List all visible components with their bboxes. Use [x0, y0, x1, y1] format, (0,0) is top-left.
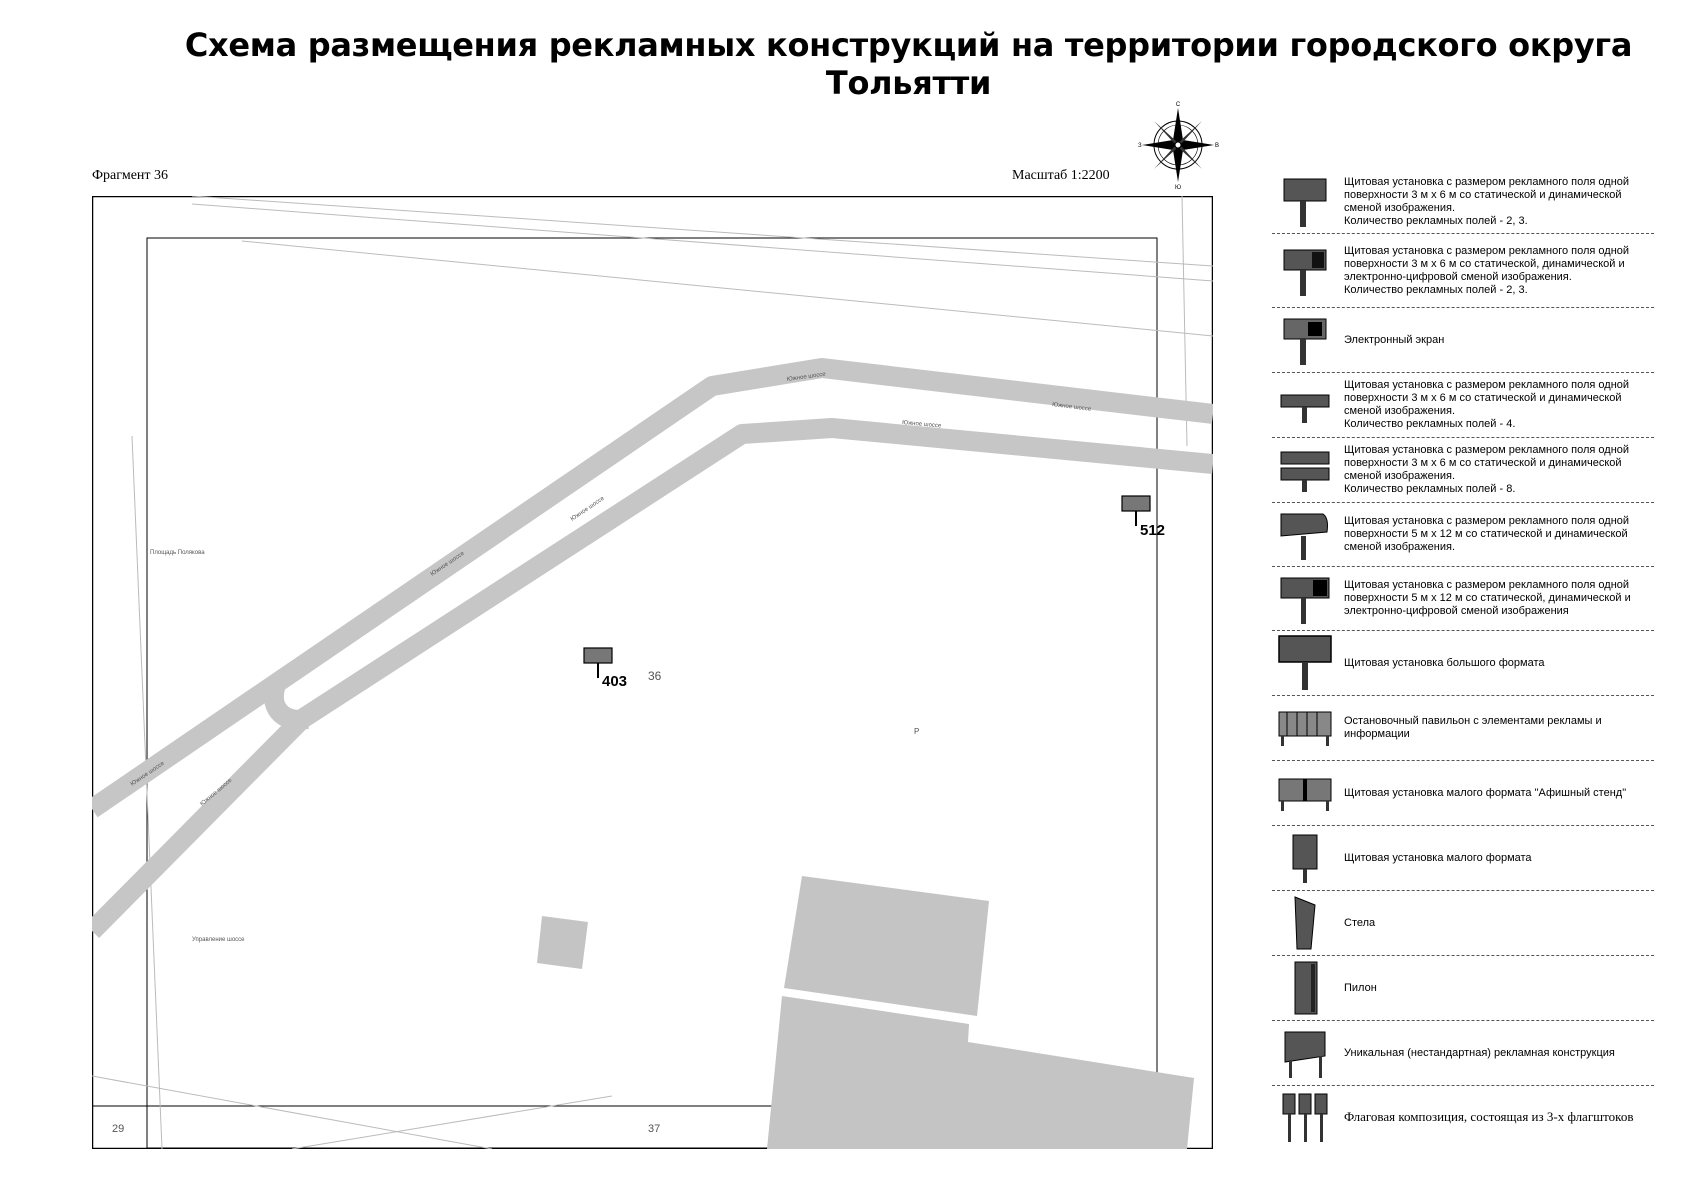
- road-label: Южное шоссе: [1051, 402, 1092, 413]
- legend-text: Электронный экран: [1344, 333, 1445, 346]
- legend-text: Щитовая установка с размером рекламного поля одной поверхности 3 м х 6 м со статической, динамической и электронно-цифровой сменой изображения. Количество рекламных полей - 2, 3.: [1344, 244, 1630, 296]
- legend-item: [1272, 234, 1654, 308]
- flag-composition-icon: [1279, 1090, 1331, 1144]
- legend-text: Щитовая установка с размером рекламного поля одной поверхности 3 м х 6 м со статической и динамической сменой изображения. Количество рекламных полей - 8.: [1344, 444, 1630, 495]
- billboard-3x6-digital-icon: [1282, 244, 1328, 298]
- fragment-label: Фрагмент 36: [92, 168, 169, 183]
- legend-text: Щитовая установка с размером рекламного поля одной поверхности 5 м х 12 м со статической и динамической сменой изображения.: [1344, 515, 1630, 553]
- legend-text: Щитовая установка с размером рекламного поля одной поверхности 3 м х 6 м со статической и динамической сменой изображения. Количество рекламных полей - 2, 3.: [1344, 175, 1630, 227]
- compass-rose-icon: [1136, 100, 1220, 190]
- legend-text: Щитовая установка малого формата: [1344, 851, 1532, 864]
- billboard-3x6-eight-icon: [1279, 446, 1331, 494]
- legend-item: [1272, 891, 1654, 956]
- compass-west: З: [1138, 143, 1142, 149]
- bus-stop-pavilion-icon: [1277, 708, 1333, 748]
- road-label: Южное шоссе: [129, 760, 166, 788]
- place-label-square: Площадь Полякова: [150, 550, 205, 556]
- legend-text: Остановочный павильон с элементами рекламы и информации: [1344, 715, 1602, 740]
- road-label: Южное шоссе: [569, 495, 606, 523]
- legend-item: [1272, 503, 1654, 567]
- legend: [1272, 170, 1654, 1148]
- legend-item: [1272, 170, 1654, 234]
- marker-number: 403: [602, 673, 628, 690]
- billboard-5x12-icon: [1279, 508, 1331, 562]
- road-label: Южное шоссе: [901, 420, 942, 430]
- road-label: Южное шоссе: [199, 777, 234, 808]
- legend-text: Флаговая композиция, состоящая из 3-х флагштоков: [1344, 1109, 1634, 1124]
- stele-icon: [1285, 895, 1325, 951]
- compass-south: Ю: [1174, 185, 1182, 190]
- legend-text: Стела: [1344, 916, 1376, 929]
- billboard-3x6-icon: [1122, 496, 1150, 511]
- grid-label-29: 29: [112, 1123, 125, 1135]
- legend-item: [1272, 956, 1654, 1021]
- legend-item: [1272, 631, 1654, 696]
- billboard-3x6-icon: [1282, 175, 1328, 229]
- legend-item: [1272, 438, 1654, 503]
- road-label: Южное шоссе: [429, 550, 466, 578]
- electronic-screen-icon: [1282, 313, 1328, 367]
- legend-item: [1272, 308, 1654, 373]
- place-label-stop: Управление шоссе: [192, 937, 245, 943]
- legend-item: [1272, 761, 1654, 826]
- unique-construction-icon: [1281, 1026, 1329, 1080]
- compass-east: В: [1215, 143, 1220, 149]
- pylon-icon: [1285, 960, 1325, 1016]
- legend-item: [1272, 696, 1654, 761]
- scale-label: Масштаб 1:2200: [1012, 168, 1110, 183]
- billboard-3x6-four-icon: [1279, 385, 1331, 425]
- building: [537, 916, 588, 969]
- marker-number: 512: [1140, 522, 1166, 539]
- compass-north: С: [1175, 102, 1181, 108]
- legend-text: Щитовая установка малого формата "Афишный стенд": [1344, 786, 1627, 799]
- map-fragment: [92, 196, 1213, 1149]
- small-format-billboard-icon: [1285, 831, 1325, 885]
- legend-item: [1272, 1086, 1654, 1148]
- billboard-3x6-icon: [584, 648, 612, 663]
- page-title: Схема размещения рекламных конструкций на территории городского округа Тольятти: [184, 26, 1633, 102]
- legend-text: Щитовая установка с размером рекламного поля одной поверхности 3 м х 6 м со статической и динамической сменой изображения. Количество рекламных полей - 4.: [1344, 379, 1630, 430]
- legend-text: Щитовая установка большого формата: [1344, 656, 1545, 669]
- legend-item: [1272, 1021, 1654, 1086]
- legend-item: [1272, 567, 1654, 631]
- legend-item: [1272, 373, 1654, 438]
- road-label: Южное шоссе: [786, 371, 827, 383]
- legend-text: Щитовая установка с размером рекламного поля одной поверхности 5 м х 12 м со статической, динамической и электронно-цифровой сменой изображения: [1344, 579, 1631, 617]
- large-format-billboard-icon: [1277, 634, 1333, 692]
- parking-label: Р: [914, 727, 920, 736]
- legend-text: Уникальная (нестандартная) рекламная конструкция: [1344, 1046, 1615, 1059]
- billboard-5x12-digital-icon: [1279, 572, 1331, 626]
- legend-text: Пилон: [1344, 981, 1377, 994]
- poster-stand-icon: [1277, 773, 1333, 813]
- grid-label-36: 36: [648, 669, 662, 683]
- grid-label-37: 37: [648, 1123, 661, 1135]
- legend-item: [1272, 826, 1654, 891]
